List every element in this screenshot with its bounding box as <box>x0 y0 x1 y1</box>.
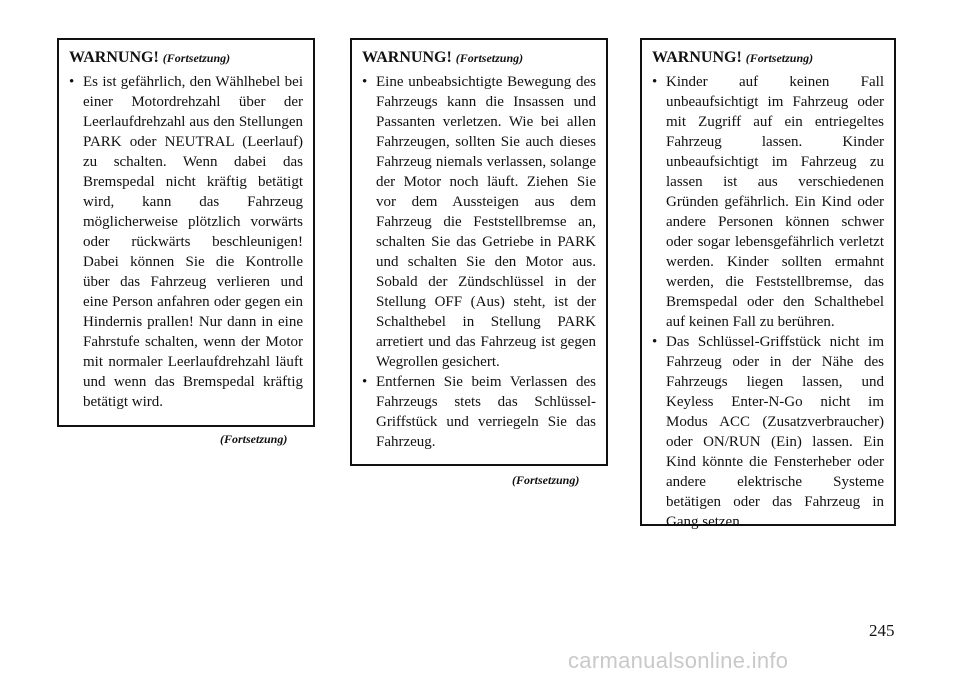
warning-item: • Entfernen Sie beim Verlassen des Fahrzeugs stets das Schlüssel-Griffstück und verriegeln Sie das Fahrzeug. <box>362 372 596 452</box>
warning-heading-1 <box>69 48 303 68</box>
warning-list-2 <box>362 72 596 452</box>
warning-item: • Das Schlüssel-Griffstück nicht im Fahrzeug oder in der Nähe des Fahrzeugs liegen lassen, und Keyless Enter-N-Go nicht im Modus ACC (Zusatzverbraucher) oder ON/RUN (Ein) lassen. Ein Kind könnte die Fensterheber oder andere elektrische Systeme betätigen oder das Fahrzeug in Gang setzen. <box>652 332 884 532</box>
warning-label: WARNUNG! <box>362 49 452 66</box>
warning-list-3 <box>652 72 884 532</box>
page-number: 245 <box>869 621 895 640</box>
warning-box-1 <box>57 38 315 427</box>
warning-box-2 <box>350 38 608 466</box>
warning-sublabel: (Fortsetzung) <box>745 51 814 65</box>
warning-sublabel: (Fortsetzung) <box>455 51 524 65</box>
warning-label: WARNUNG! <box>652 49 742 66</box>
warning-item: • Kinder auf keinen Fall unbeaufsichtigt im Fahrzeug oder mit Zugriff auf ein entriegeltes Fahrzeug lassen. Kinder unbeaufsichtigt im Fahrzeug zu lassen ist aus verschiedenen Gründen gefährlich. Ein Kind oder andere Personen können schwer oder sogar lebensgefährlich verletzt werden. Kinder sollten ermahnt werden, die Feststellbremse, das Bremspedal oder den Schalthebel auf keinen Fall zu berühren. <box>652 72 884 332</box>
warning-box-3 <box>640 38 896 530</box>
warning-sublabel: (Fortsetzung) <box>162 51 231 65</box>
warning-item: • Es ist gefährlich, den Wählhebel bei einer Motordrehzahl über der Leerlaufdrehzahl aus den Stellungen PARK oder NEUTRAL (Leerlauf) zu schalten. Wenn dabei das Bremspedal nicht kräftig betätigt wird, kann das Fahrzeug möglicherweise plötzlich vorwärts oder rückwärts beschleunigen! Dabei können Sie die Kontrolle über das Fahrzeug verlieren und eine Person anfahren oder gegen ein Hindernis prallen! Nur dann in eine Fahrstufe schalten, wenn der Motor mit normaler Leerlaufdrehzahl läuft und wenn das Bremspedal kräftig betätigt wird. <box>69 72 303 412</box>
warning-heading-3 <box>652 48 884 68</box>
warning-heading-2 <box>362 48 596 68</box>
continued-note-2: (Fortsetzung) <box>512 473 580 487</box>
warning-item: • Eine unbeabsichtigte Bewegung des Fahrzeugs kann die Insassen und Passanten verletzen. Wie bei allen Fahrzeugen, sollten Sie auch dieses Fahrzeug niemals verlassen, solange der Motor noch läuft. Ziehen Sie vor dem Aussteigen aus dem Fahrzeug die Feststellbremse an, schalten Sie das Getriebe in PARK und schalten Sie den Motor aus. Sobald der Zündschlüssel in der Stellung OFF (Aus) steht, ist der Schalthebel in Stellung PARK arretiert und das Fahrzeug ist gegen Wegrollen gesichert. <box>362 72 596 372</box>
continued-note-1: (Fortsetzung) <box>220 432 288 446</box>
warning-label: WARNUNG! <box>69 49 159 66</box>
warning-list-1 <box>69 72 303 412</box>
watermark: carmanualsonline.info <box>568 648 789 673</box>
